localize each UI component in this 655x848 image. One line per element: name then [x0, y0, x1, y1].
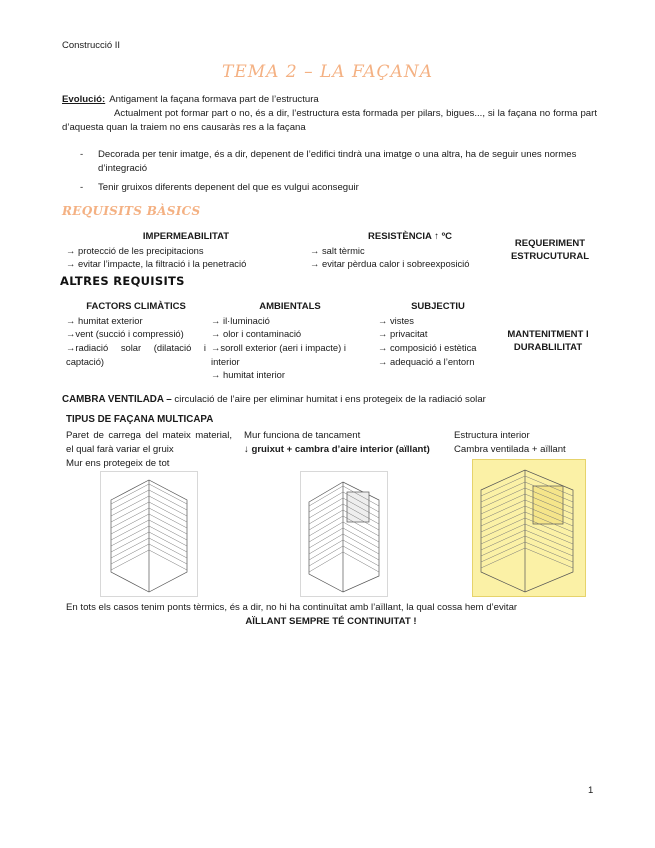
- subjectiu-title: SUBJECTIU: [411, 301, 465, 312]
- impermeabilitat-column: [66, 230, 306, 271]
- requeriment-estructural: REQUERIMENT ESTRUCUTURAL: [510, 238, 590, 262]
- factors-column: [66, 300, 206, 368]
- evolucio-label: Evolució:: [62, 94, 106, 105]
- subjectiu-column: [378, 300, 498, 368]
- brick-wall-diagram-icon: [101, 472, 197, 596]
- evolucio-line: Antigament la façana formava part de l’estructura: [109, 94, 319, 105]
- evolucio-section: [62, 93, 597, 135]
- manteniment-durabilitat: MANTENITMENT I DURABLILITAT: [507, 329, 589, 353]
- footer-note: [66, 601, 596, 629]
- list-item: → composició i estètica: [378, 342, 477, 354]
- page-title: TEMA 2 – LA FAÇANA: [222, 62, 433, 82]
- tipus-text: Mur funciona de tancament: [244, 430, 361, 441]
- brick-wall-diagram-2: [300, 471, 388, 597]
- page-number: 1: [588, 785, 594, 796]
- resistencia-column: [310, 230, 510, 271]
- diagram-bg: [301, 472, 387, 596]
- bullet-list: [62, 148, 602, 200]
- brick-wall-diagram-icon: [473, 460, 585, 596]
- cambra-text: circulació de l’aire per eliminar humitat i ens protegeix de la radiació solar: [171, 394, 486, 405]
- document-header: Construcció II: [62, 40, 121, 51]
- list-item: →soroll exterior (aeri i impacte) i interior: [211, 342, 346, 367]
- ambientals-column: [211, 300, 369, 382]
- altres-requisits-heading: ALTRES REQUISITS: [60, 274, 185, 288]
- tipus-column-1: [66, 429, 232, 471]
- list-item: → humitat exterior: [66, 314, 143, 326]
- list-item: → evitar pèrdua calor i sobreexposició: [310, 258, 470, 270]
- list-item: → privacitat: [378, 328, 428, 340]
- tipus-text: ↓ gruixut + cambra d’aire interior (aïllant): [244, 443, 430, 455]
- list-item: → salt tèrmic: [310, 244, 365, 256]
- list-item: →radiació solar (dilatació i captació): [66, 342, 206, 367]
- brick-wall-diagram-icon: [301, 472, 387, 596]
- list-item: → evitar l’impacte, la filtració i la penetració: [66, 258, 247, 270]
- tipus-column-3: [454, 429, 604, 457]
- factors-title: FACTORS CLIMÀTICS: [86, 301, 186, 312]
- list-item: → il·luminació: [211, 314, 270, 326]
- tipus-text: Cambra ventilada + aïllant: [454, 443, 566, 455]
- list-item: →vent (succió i compressió): [66, 328, 184, 340]
- brick-wall-diagram-3: [472, 459, 586, 597]
- tipus-column-2: [244, 429, 442, 457]
- footer-line: En tots els casos tenim ponts tèrmics, és a dir, no hi ha continuïtat amb l’aïllant, la qual cossa hem d’evitar: [66, 602, 518, 613]
- list-item: → olor i contaminació: [211, 328, 302, 340]
- requisits-basics-heading: REQUISITS BÀSICS: [62, 204, 201, 218]
- footer-emphasis: AÏLLANT SEMPRE TÉ CONTINUITAT !: [245, 615, 417, 627]
- tipus-text: Estructura interior: [454, 430, 530, 441]
- impermeabilitat-title: IMPERMEABILITAT: [142, 231, 230, 242]
- evolucio-paragraph: Actualment pot formar part o no, és a dir, l’estructura esta formada per pilars, bigues..., si la façana no forma part d’aquesta quan la traiem no ens causaràs res a la façana: [62, 107, 597, 133]
- brick-wall-diagram-1: [100, 471, 198, 597]
- list-item: → humitat interior: [211, 369, 285, 381]
- cambra-label: CAMBRA VENTILADA –: [62, 394, 172, 405]
- list-item: → vistes: [378, 314, 414, 326]
- tipus-text: Mur ens protegeix de tot: [66, 457, 170, 469]
- tipus-text: Paret de carrega del mateix material, el qual farà variar el gruix: [66, 430, 232, 455]
- list-item: - Decorada per tenir imatge, és a dir, depenent de l’edifici tindrà una imatge o una altra, ha de seguir unes normes d’integració: [80, 149, 577, 174]
- list-item: → protecció de les precipitacions: [66, 244, 204, 256]
- tipus-heading: TIPUS DE FAÇANA MULTICAPA: [66, 414, 214, 425]
- list-item: - Tenir gruixos diferents depenent del que es vulgui aconseguir: [80, 181, 359, 193]
- cambra-ventilada: [62, 393, 602, 407]
- list-item: → adequació a l’entorn: [378, 355, 475, 367]
- ambientals-title: AMBIENTALS: [259, 301, 321, 312]
- resistencia-title: RESISTÈNCIA ↑ ºC: [368, 231, 452, 242]
